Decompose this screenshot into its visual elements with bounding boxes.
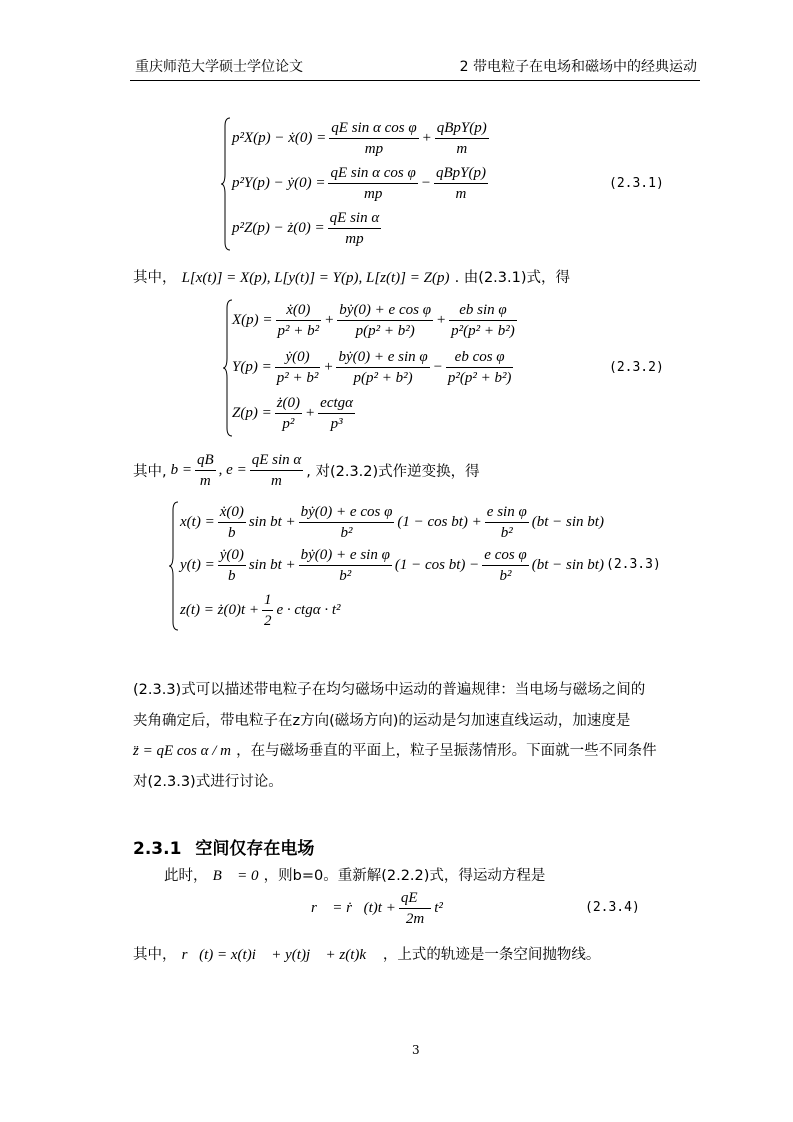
text-line-field-condition: 此时， B⃗ = 0 ，则b=0。重新解(2.2.2)式，得运动方程是	[164, 868, 546, 884]
equation-232-row1: X(p) = $\frac{\text{ẋ(0)}}{\text{p² + b²}}$ + $\frac{\text{bẏ(0) + e cos φ}}{\text{p(p² + b²)}}$ + $\frac{\text{eb sin φ}}{\text{p²(p² + b²)}}$	[232, 302, 515, 339]
equation-231-row1: p²X(p) − ẋ(0) = $\frac{\text{qE sin α cos φ}}{mp}$ + $\frac{\text{qBpY(p)}}{m}$	[232, 120, 487, 157]
paragraph-line-4: 对(2.3.3)式进行讨论。	[133, 774, 283, 790]
equation-233-row1: x(t) = $\frac{\text{ẋ(0)}}{b}$ sin bt + $\frac{\text{bẏ(0) + e cos φ}}{\text{b²}}$ (1 − cos bt) + $\frac{\text{e sin φ}}{\text{b²}}$ (bt − sin bt)	[180, 504, 604, 541]
paragraph-line-2: 夹角确定后，带电粒子在z方向(磁场方向)的运动是匀加速直线运动，加速度是	[133, 713, 631, 729]
equation-231-row3: p²Z(p) − ż(0) = $\frac{\text{qE sin α}}{mp}$	[232, 210, 380, 247]
equation-234: r⃗ = ṙ⃗(t)t + $\frac{qE⃗}{2m}$ t²	[311, 890, 443, 927]
header-right: 2 带电粒子在电场和磁场中的经典运动	[459, 59, 697, 75]
equation-number-234: (2.3.4)	[585, 900, 640, 915]
equation-231-row2: p²Y(p) − ẏ(0) = $\frac{\text{qE sin α cos φ}}{mp}$ − $\frac{\text{qBpY(p)}}{m}$	[232, 165, 486, 202]
left-brace-icon	[220, 116, 232, 252]
text-line-position-vector: 其中， r⃗(t) = x(t)i⃗ + y(t)j⃗ + z(t)k⃗ ，上式的轨迹是一条空间抛物线。	[133, 947, 601, 963]
left-brace-icon	[168, 500, 180, 632]
equation-number-233: (2.3.3)	[606, 557, 661, 572]
section-heading: 2.3.1 空间仅存在电场	[133, 839, 315, 859]
equation-232-row3: Z(p) = $\frac{ż(0)}{\text{p²}}$ + $\frac{\text{ectgα}}{\text{p³}}$	[232, 395, 354, 432]
text-line-laplace: 其中， L[x(t)] = X(p), L[y(t)] = Y(p), L[z(t)] = Z(p) . 由(2.3.1)式，得	[133, 270, 570, 286]
text-line-definitions: 其中, b = $\frac{qB}{m}$ , e = $\frac{\text{qE sin α}}{m}$ , 对(2.3.2)式作逆变换，得	[133, 452, 480, 489]
page-number: 3	[412, 1043, 420, 1057]
equation-232-row2: Y(p) = $\frac{\text{ẏ(0)}}{\text{p² + b²}}$ + $\frac{\text{bẏ(0) + e sin φ}}{\text{p(p² + b²)}}$ − $\frac{\text{eb cos φ}}{\text{p²(p² + b²)}}$	[232, 349, 512, 386]
equation-233-row2: y(t) = $\frac{\text{ẏ(0)}}{b}$ sin bt + $\frac{\text{bẏ(0) + e sin φ}}{\text{b²}}$ (1 − cos bt) − $\frac{\text{e cos φ}}{\text{b²}}$ (bt − sin bt)	[180, 547, 604, 584]
paragraph-line-1: (2.3.3)式可以描述带电粒子在均匀磁场中运动的普遍规律：当电场与磁场之间的	[133, 682, 646, 698]
equation-number-232: (2.3.2)	[609, 360, 664, 375]
header-left: 重庆师范大学硕士学位论文	[135, 59, 303, 75]
equation-number-231: (2.3.1)	[609, 176, 664, 191]
paragraph-line-3: z̈ = qE cos α / m ，在与磁场垂直的平面上，粒子呈振荡情形。下面就一些不同条件	[133, 743, 657, 759]
header-rule	[130, 80, 700, 81]
equation-233-row3: z(t) = ż(0)t + $\frac{1}{2}$ e · ctgα · t²	[180, 592, 341, 629]
